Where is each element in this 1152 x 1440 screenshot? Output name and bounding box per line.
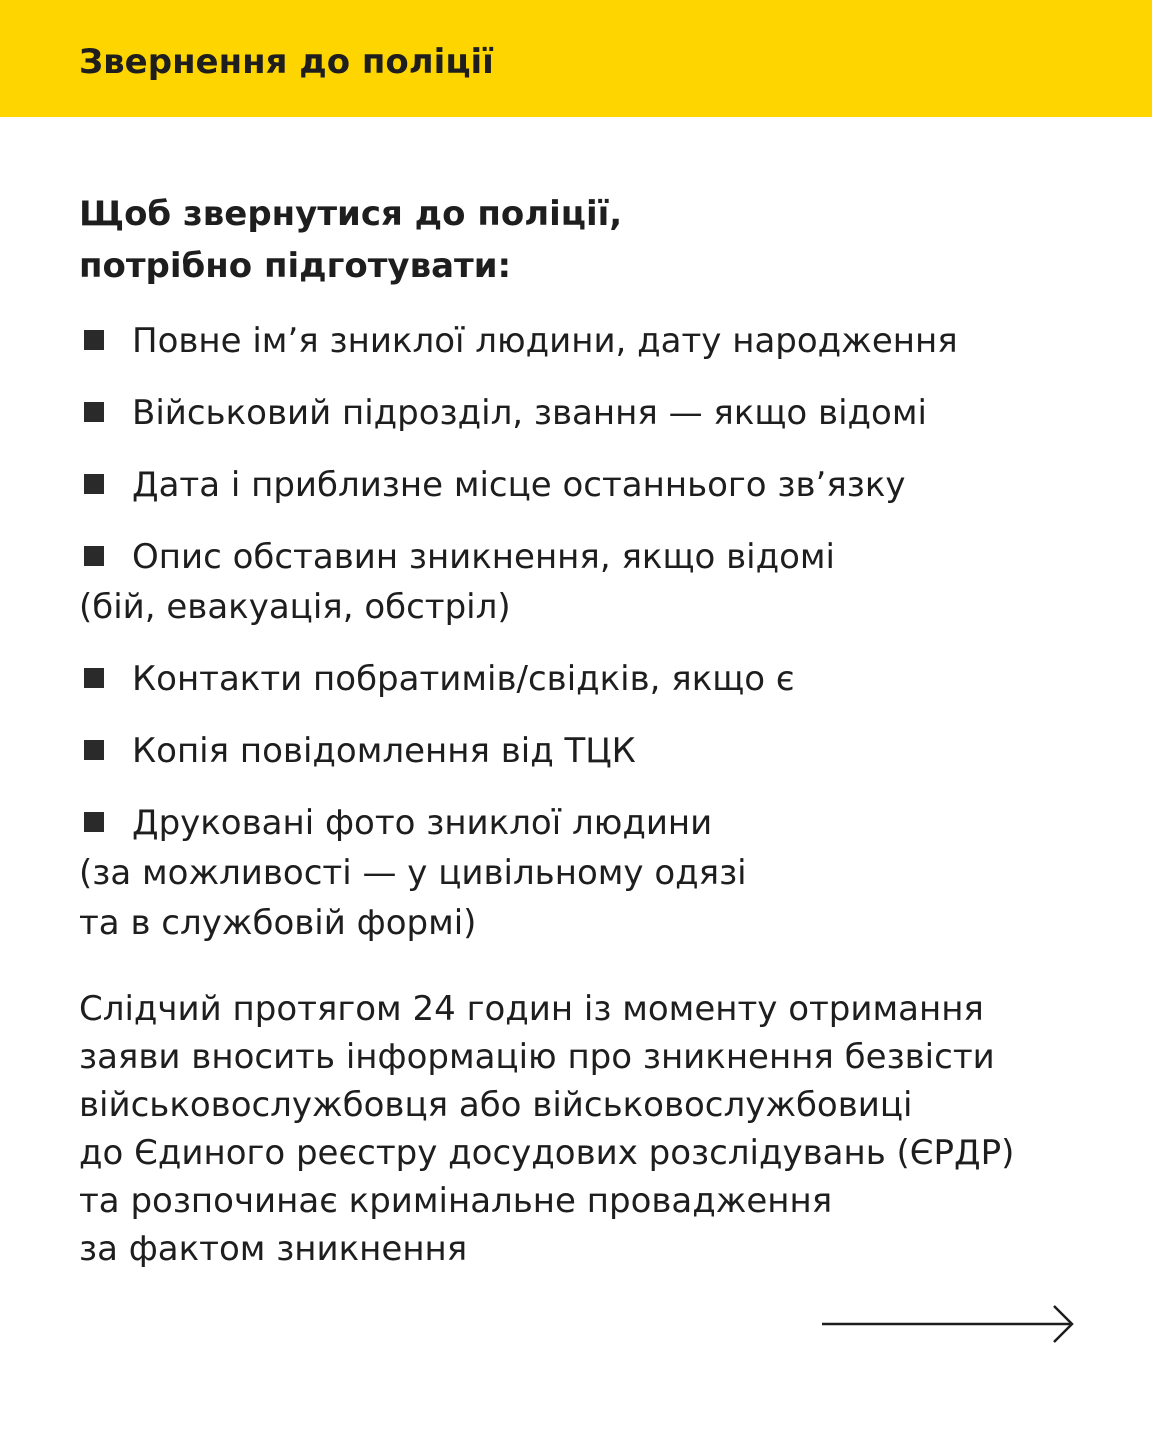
square-bullet-icon <box>84 402 104 422</box>
square-bullet-icon <box>84 740 104 760</box>
list-item-text: Копія повідомлення від ТЦК <box>132 731 636 771</box>
list-item-text: Контакти побратимів/свідків, якщо є <box>132 659 795 699</box>
list-item <box>79 726 1099 776</box>
note-line: заяви вносить інформацію про зникнення безвісти <box>79 1037 995 1077</box>
note-line: та розпочинає кримінальне провадження <box>79 1181 833 1221</box>
list-item-text: (за можливості — у цивільному одязі <box>79 853 747 893</box>
list-item <box>79 460 1099 510</box>
list-item-text: Повне ім’я зниклої людини, дату народження <box>132 321 958 361</box>
list-item <box>79 654 1099 704</box>
intro-line: потрібно підготувати: <box>79 246 512 286</box>
list-item-text: Друковані фото зниклої людини <box>132 803 713 843</box>
list-item <box>79 316 1099 366</box>
list-item-text: (бій, евакуація, обстріл) <box>79 587 511 627</box>
page-title: Звернення до поліції <box>79 42 494 82</box>
header-banner <box>0 0 1152 117</box>
square-bullet-icon <box>84 330 104 350</box>
list-item <box>79 798 1099 948</box>
intro-line: Щоб звернутися до поліції, <box>79 194 623 234</box>
list-item-text: та в службовій формі) <box>79 903 477 943</box>
note-line: до Єдиного реєстру досудових розслідувань (ЄРДР) <box>79 1133 1015 1173</box>
intro-heading <box>79 188 622 292</box>
list-item-text: Дата і приблизне місце останнього зв’язку <box>132 465 906 505</box>
list-item-text: Військовий підрозділ, звання — якщо відомі <box>132 393 927 433</box>
investigation-note <box>79 985 1014 1273</box>
list-item <box>79 532 1099 632</box>
list-item-text: Опис обставин зникнення, якщо відомі <box>132 537 835 577</box>
square-bullet-icon <box>84 474 104 494</box>
square-bullet-icon <box>84 546 104 566</box>
arrow-right-icon[interactable] <box>822 1304 1074 1344</box>
note-line: за фактом зникнення <box>79 1229 468 1269</box>
list-item <box>79 388 1099 438</box>
note-line: військовослужбовця або військовослужбовиці <box>79 1085 913 1125</box>
checklist <box>79 316 1099 970</box>
note-line: Слідчий протягом 24 годин із моменту отримання <box>79 989 984 1029</box>
square-bullet-icon <box>84 668 104 688</box>
square-bullet-icon <box>84 812 104 832</box>
